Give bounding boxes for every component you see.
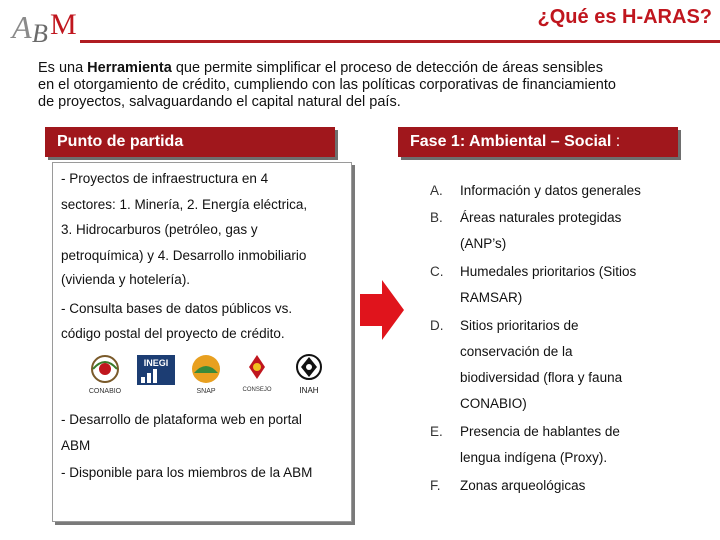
intro-paragraph — [38, 60, 688, 111]
item-text: Áreas naturales protegidas — [460, 210, 622, 225]
consejo-label: CONSEJO — [242, 387, 272, 393]
intro-bold: Herramienta — [87, 60, 172, 76]
item-letter: C. — [430, 264, 444, 279]
intro-line-3: de proyectos, salvaguardando el capital natural del país. — [38, 94, 401, 110]
left-line-4: petroquímica) y 4. Desarrollo inmobiliario — [61, 248, 307, 263]
left-line-8: - Desarrollo de plataforma web en portal — [61, 412, 302, 427]
consejo-logo — [237, 351, 277, 397]
left-line-7: código postal del proyecto de crédito. — [61, 326, 285, 341]
page-title: ¿Qué es H-ARAS? — [537, 6, 712, 28]
left-heading: Punto de partida — [45, 127, 335, 157]
left-line-3: 3. Hidrocarburos (petróleo, gas y — [61, 222, 258, 237]
svg-text:M: M — [50, 8, 77, 41]
intro-line-1: que permite simplificar el proceso de detección de áreas sensibles — [171, 60, 603, 76]
item-text: lengua indígena (Proxy). — [460, 450, 608, 465]
right-heading — [398, 127, 678, 157]
item-letter: A. — [430, 183, 443, 198]
item-text: Zonas arqueológicas — [460, 478, 586, 493]
right-heading-text: Fase 1: Ambiental – Social — [410, 133, 612, 150]
svg-text:B: B — [32, 19, 48, 46]
title-rule — [80, 40, 720, 43]
left-line-5: (vivienda y hotelería). — [61, 272, 191, 287]
inah-logo — [287, 351, 331, 397]
snap-label: SNAP — [196, 388, 216, 395]
arrow-right-icon — [360, 280, 404, 340]
item-text: Información y datos generales — [460, 183, 641, 198]
inegi-label: INEGI — [143, 358, 169, 368]
item-letter: E. — [430, 424, 443, 439]
abm-logo — [10, 4, 80, 46]
item-letter: F. — [430, 478, 441, 493]
item-letter: B. — [430, 210, 443, 225]
item-text: Humedales prioritarios (Sitios — [460, 264, 637, 279]
item-letter: D. — [430, 318, 444, 333]
conabio-label: CONABIO — [88, 388, 122, 395]
left-line-1: - Proyectos de infraestructura en 4 — [61, 171, 269, 186]
item-text: CONABIO) — [460, 396, 527, 411]
inah-label: INAH — [299, 386, 319, 395]
intro-pre: Es una — [38, 60, 88, 76]
svg-text:A: A — [12, 9, 32, 45]
item-text: (ANP’s) — [460, 236, 507, 251]
item-text: Sitios prioritarios de — [460, 318, 579, 333]
left-line-6: - Consulta bases de datos públicos vs. — [61, 301, 293, 316]
left-line-10: - Disponible para los miembros de la ABM — [61, 465, 313, 480]
inegi-logo — [135, 351, 177, 397]
item-text: Presencia de hablantes de — [460, 424, 620, 439]
item-text: biodiversidad (flora y fauna — [460, 370, 623, 385]
intro-line-2: en el otorgamiento de crédito, cumpliendo con las políticas corporativas de financiamiento — [38, 77, 616, 93]
snap-logo — [185, 351, 227, 397]
conabio-logo — [83, 351, 127, 397]
partner-logos — [83, 351, 333, 397]
item-text: RAMSAR) — [460, 290, 523, 305]
item-text: conservación de la — [460, 344, 573, 359]
left-line-9: ABM — [61, 438, 91, 453]
left-line-2: sectores: 1. Minería, 2. Energía eléctrica, — [61, 197, 308, 212]
right-heading-suffix: : — [611, 133, 621, 150]
starting-point-box — [52, 162, 352, 522]
